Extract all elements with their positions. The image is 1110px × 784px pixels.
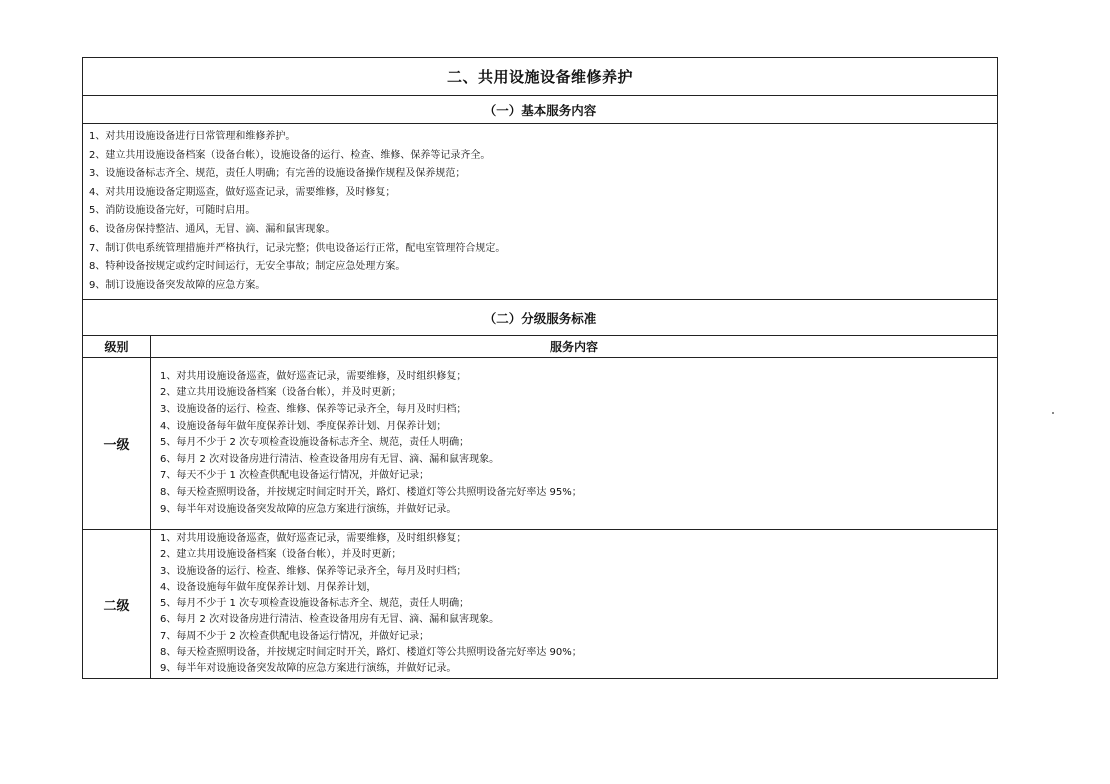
list-item: 5、消防设施设备完好，可随时启用。 xyxy=(89,205,256,217)
graded-table-header xyxy=(83,336,997,358)
list-item: 3、设施设备的运行、检查、维修、保养等记录齐全，每月及时归档； xyxy=(160,565,467,577)
level-content xyxy=(151,358,997,529)
list-item: 8、特种设备按规定或约定时间运行，无安全事故；制定应急处理方案。 xyxy=(89,261,406,273)
graded-section-heading: （二）分级服务标准 xyxy=(83,300,997,336)
list-item: 9、每半年对设施设备突发故障的应急方案进行演练，并做好记录。 xyxy=(160,503,457,515)
scan-speck xyxy=(1052,412,1054,414)
basic-service-list xyxy=(83,124,997,300)
list-item: 3、设施设备标志齐全、规范，责任人明确；有完善的设施设备操作规程及保养规范； xyxy=(89,168,466,180)
document-title: 二、共用设施设备维修养护 xyxy=(83,58,997,96)
list-item: 9、每半年对设施设备突发故障的应急方案进行演练，并做好记录。 xyxy=(160,663,457,675)
list-item: 7、制订供电系统管理措施并严格执行，记录完整；供电设备运行正常，配电室管理符合规定。 xyxy=(89,242,506,254)
list-item: 2、建立共用设施设备档案（设备台帐），并及时更新； xyxy=(160,549,402,561)
list-item: 3、设施设备的运行、检查、维修、保养等记录齐全，每月及时归档； xyxy=(160,404,467,416)
column-header-level: 级别 xyxy=(83,336,151,357)
table-row-level-2 xyxy=(83,530,997,678)
list-item: 6、设备房保持整洁、通风，无冒、滴、漏和鼠害现象。 xyxy=(89,223,336,235)
list-item: 5、每月不少于 1 次专项检查设施设备标志齐全、规范，责任人明确； xyxy=(160,598,470,610)
list-item: 7、每天不少于 1 次检查供配电设备运行情况，并做好记录； xyxy=(160,470,430,482)
list-item: 8、每天检查照明设备，并按规定时间定时开关，路灯、楼道灯等公共照明设备完好率达 95%； xyxy=(160,486,582,498)
basic-section-heading: （一）基本服务内容 xyxy=(83,96,997,124)
list-item: 4、设施设备每年做年度保养计划、季度保养计划、月保养计划； xyxy=(160,420,447,432)
list-item: 2、建立共用设施设备档案（设备台帐），并及时更新； xyxy=(160,387,402,399)
list-item: 6、每月 2 次对设备房进行清洁、检查设备用房有无冒、滴、漏和鼠害现象。 xyxy=(160,614,500,626)
table-row-level-1 xyxy=(83,358,997,530)
list-item: 6、每月 2 次对设备房进行清洁、检查设备用房有无冒、滴、漏和鼠害现象。 xyxy=(160,453,500,465)
service-standard-table xyxy=(82,57,998,679)
column-header-content: 服务内容 xyxy=(549,340,598,354)
list-item: 8、每天检查照明设备，并按规定时间定时开关，路灯、楼道灯等公共照明设备完好率达 90%； xyxy=(160,647,582,659)
list-item: 1、对共用设施设备巡查，做好巡查记录，需要维修，及时组织修复； xyxy=(160,370,467,382)
list-item: 2、建立共用设施设备档案（设备台帐），设施设备的运行、检查、维修、保养等记录齐全。 xyxy=(89,149,491,161)
list-item: 4、对共用设施设备定期巡查，做好巡查记录，需要维修，及时修复； xyxy=(89,186,396,198)
list-item: 1、对共用设施设备巡查，做好巡查记录，需要维修，及时组织修复； xyxy=(160,533,467,544)
list-item: 7、每周不少于 2 次检查供配电设备运行情况，并做好记录； xyxy=(160,630,430,642)
level-label: 一级 xyxy=(83,358,151,529)
level-content xyxy=(151,530,997,678)
list-item: 1、对共用设施设备进行日常管理和维修养护。 xyxy=(89,131,296,142)
list-item: 9、制订设施设备突发故障的应急方案。 xyxy=(89,279,266,291)
list-item: 5、每月不少于 2 次专项检查设施设备标志齐全、规范，责任人明确； xyxy=(160,437,470,449)
list-item: 4、设备设施每年做年度保养计划、月保养计划， xyxy=(160,581,377,593)
level-label: 二级 xyxy=(83,530,151,678)
